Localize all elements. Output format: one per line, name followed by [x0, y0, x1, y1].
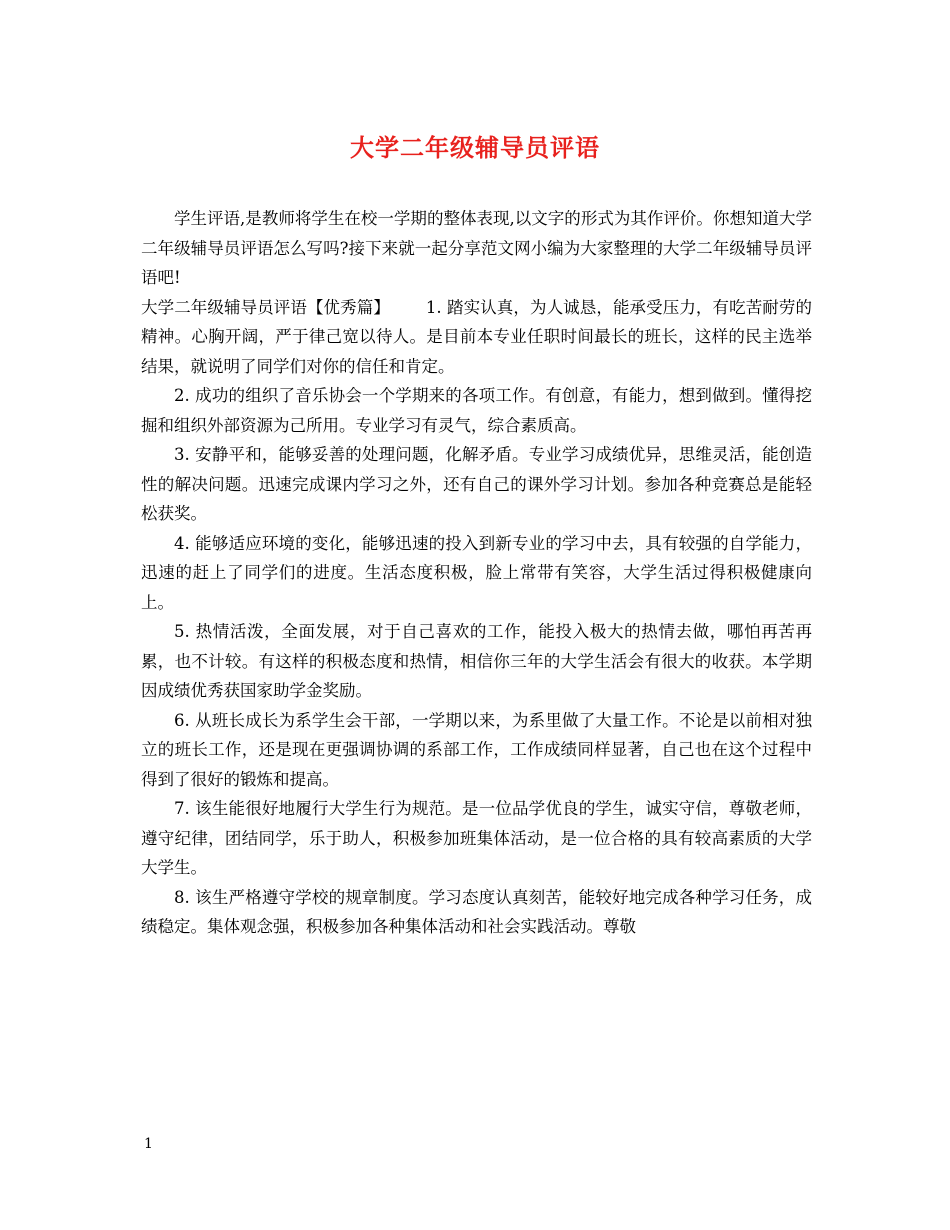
list-item-4: 4. 能够适应环境的变化，能够迅速的投入到新专业的学习中去，具有较强的自学能力，迅速的赶上了同学们的进度。生活态度积极，脸上常带有笑容，大学生活过得积极健康向上。 — [141, 533, 812, 612]
section-paragraph — [141, 293, 812, 382]
document-body — [141, 204, 812, 942]
page-number: 1 — [144, 1136, 153, 1152]
list-item-6: 6. 从班长成长为系学生会干部，一学期以来，为系里做了大量工作。不论是以前相对独立的班长工作，还是现在更强调协调的系部工作，工作成绩同样显著，自己也在这个过程中得到了很好的锻炼和提高。 — [141, 710, 812, 789]
list-item-5: 5. 热情活泼，全面发展，对于自己喜欢的工作，能投入极大的热情去做，哪怕再苦再累，也不计较。有这样的积极态度和热情，相信你三年的大学生活会有很大的收获。本学期因成绩优秀获国家助学金奖励。 — [141, 622, 812, 700]
list-item-8: 8. 该生严格遵守学校的规章制度。学习态度认真刻苦，能较好地完成各种学习任务，成绩稳定。集体观念强，积极参加各种集体活动和社会实践活动。尊敬 — [141, 887, 812, 936]
list-item-1: 1. 踏实认真，为人诚恳，能承受压力，有吃苦耐劳的精神。心胸开阔，严于律己宽以待人。是目前本专业任职时间最长的班长，这样的民主选举结果，就说明了同学们对你的信任和肯定。 — [141, 297, 812, 376]
section-heading: 大学二年级辅导员评语【优秀篇】 — [141, 297, 390, 317]
list-item-7: 7. 该生能很好地履行大学生行为规范。是一位品学优良的学生，诚实守信，尊敬老师，遵守纪律，团结同学，乐于助人，积极参加班集体活动，是一位合格的具有较高素质的大学大学生。 — [141, 799, 812, 877]
intro-paragraph: 学生评语,是教师将学生在校一学期的整体表现,以文字的形式为其作评价。你想知道大学二年级辅导员评语怎么写吗?接下来就一起分享范文网小编为大家整理的大学二年级辅导员评语吧! — [141, 209, 812, 287]
list-item-2: 2. 成功的组织了音乐协会一个学期来的各项工作。有创意，有能力，想到做到。懂得挖掘和组织外部资源为己所用。专业学习有灵气，综合素质高。 — [141, 386, 812, 435]
document-title: 大学二年级辅导员评语 — [350, 133, 600, 162]
list-item-3: 3. 安静平和，能够妥善的处理问题，化解矛盾。专业学习成绩优异，思维灵活，能创造性的解决问题。迅速完成课内学习之外，还有自己的课外学习计划。参加各种竞赛总是能轻松获奖。 — [141, 445, 812, 523]
